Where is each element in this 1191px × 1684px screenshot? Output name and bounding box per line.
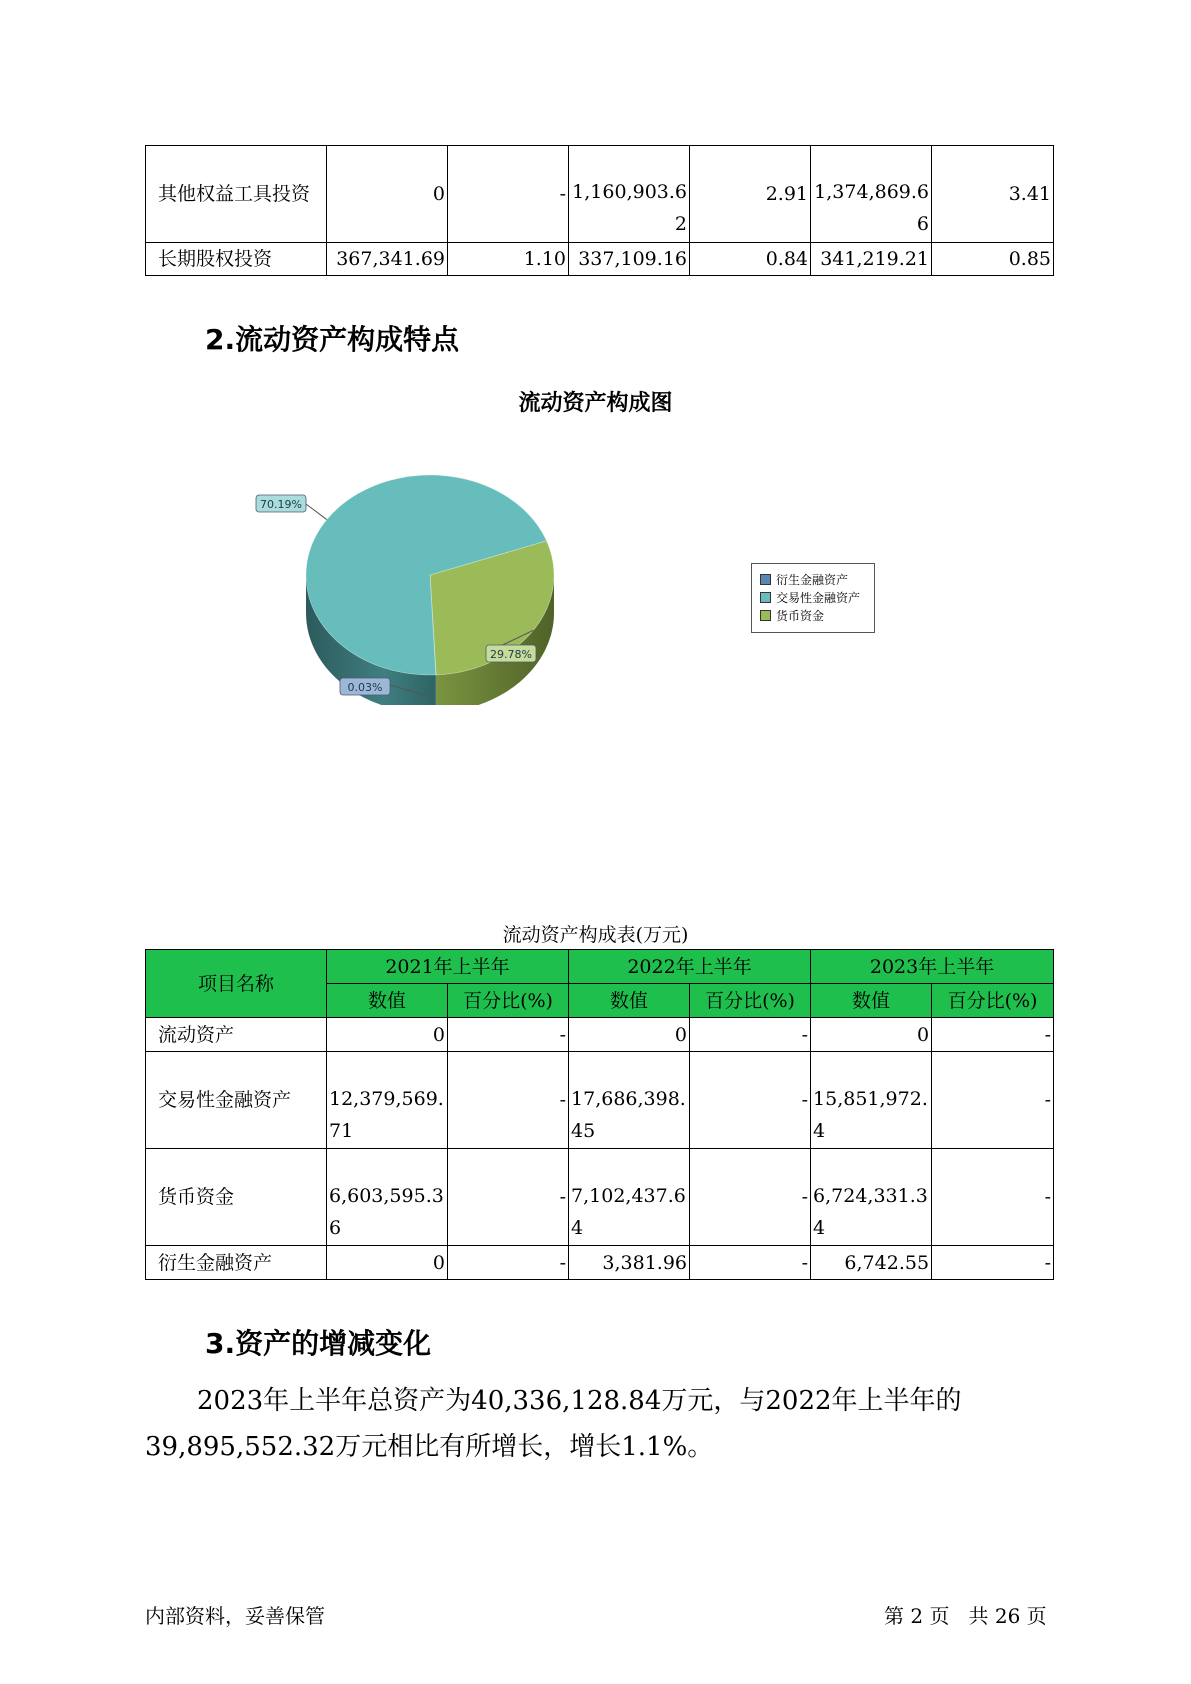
- header-item: 项目名称: [146, 950, 327, 1018]
- header-period: 2023年上半年: [811, 950, 1054, 984]
- table-cell: -: [690, 1246, 811, 1280]
- asset-table-continued: [145, 145, 1054, 276]
- header-pct: 百分比(%): [690, 984, 811, 1018]
- footer-note: 内部资料，妥善保管: [145, 1604, 325, 1628]
- table-cell: 1,160,903.62: [569, 146, 690, 243]
- table-cell: 337,109.16: [569, 243, 690, 276]
- current-asset-table: [145, 949, 1054, 1280]
- table-cell: 3,381.96: [569, 1246, 690, 1280]
- legend-item: [752, 588, 874, 606]
- table-cell: 0: [811, 1018, 932, 1052]
- row-name: 流动资产: [146, 1018, 327, 1052]
- pie-data-label: [486, 645, 536, 662]
- table-cell: 15,851,972.4: [811, 1052, 932, 1149]
- header-pct: 百分比(%): [448, 984, 569, 1018]
- table-cell: -: [932, 1018, 1054, 1052]
- pie-leader-line: [306, 504, 327, 520]
- row-name: 长期股权投资: [146, 243, 327, 276]
- table-cell: -: [448, 146, 569, 243]
- table-cell: -: [690, 1018, 811, 1052]
- table-cell: 0: [327, 1018, 448, 1052]
- table-cell: 0: [569, 1018, 690, 1052]
- legend-label: 货币资金: [776, 608, 825, 623]
- header-pct: 百分比(%): [932, 984, 1054, 1018]
- header-value: 数值: [327, 984, 448, 1018]
- table-cell: -: [448, 1246, 569, 1280]
- header-period: 2021年上半年: [327, 950, 569, 984]
- table-cell: -: [932, 1246, 1054, 1280]
- page-number: 第 2 页 共 26 页: [884, 1604, 1047, 1628]
- table-cell: 7,102,437.64: [569, 1149, 690, 1246]
- table-cell: 2.91: [690, 146, 811, 243]
- legend-label: 交易性金融资产: [776, 590, 861, 605]
- row-name: 货币资金: [146, 1149, 327, 1246]
- table-row: [146, 146, 1054, 243]
- table-row: [146, 1018, 1054, 1052]
- section-heading: 3.资产的增减变化: [205, 1327, 432, 1360]
- table-row: [146, 243, 1054, 276]
- header-value: 数值: [569, 984, 690, 1018]
- svg-text:29.78%: 29.78%: [490, 648, 532, 661]
- section-heading: 2.流动资产构成特点: [205, 323, 460, 356]
- legend-item: [752, 570, 874, 588]
- chart-legend: [751, 563, 875, 633]
- table-cell: -: [690, 1052, 811, 1149]
- chart-title: 流动资产构成图: [518, 391, 673, 416]
- legend-item: [752, 606, 874, 624]
- table-cell: 0: [327, 1246, 448, 1280]
- row-name: 交易性金融资产: [146, 1052, 327, 1149]
- header-value: 数值: [811, 984, 932, 1018]
- table-cell: 0.85: [932, 243, 1054, 276]
- legend-label: 衍生金融资产: [776, 572, 849, 587]
- pie-data-label: [256, 495, 306, 512]
- summary-paragraph: 2023年上半年总资产为40,336,128.84万元，与2022年上半年的39,895,552.32万元相比有所增长，增长1.1%。: [145, 1386, 962, 1462]
- table-row: [146, 1052, 1054, 1149]
- table-cell: 3.41: [932, 146, 1054, 243]
- svg-text:0.03%: 0.03%: [347, 681, 383, 694]
- pie-data-label: [340, 678, 390, 695]
- svg-text:70.19%: 70.19%: [260, 498, 302, 511]
- table-cell: 6,742.55: [811, 1246, 932, 1280]
- table-cell: -: [448, 1052, 569, 1149]
- table-cell: 1.10: [448, 243, 569, 276]
- table-cell: 12,379,569.71: [327, 1052, 448, 1149]
- table-cell: 6,724,331.34: [811, 1149, 932, 1246]
- table-cell: -: [448, 1018, 569, 1052]
- table-cell: 0.84: [690, 243, 811, 276]
- table-cell: 341,219.21: [811, 243, 932, 276]
- table-cell: -: [932, 1052, 1054, 1149]
- legend-swatch: [760, 610, 771, 621]
- table-cell: 367,341.69: [327, 243, 448, 276]
- legend-swatch: [760, 592, 771, 603]
- table-cell: 1,374,869.66: [811, 146, 932, 243]
- row-name: 衍生金融资产: [146, 1246, 327, 1280]
- pie-chart: [250, 465, 610, 705]
- header-row: [146, 950, 1054, 984]
- table-cell: -: [932, 1149, 1054, 1246]
- row-name: 其他权益工具投资: [146, 146, 327, 243]
- table-caption: 流动资产构成表(万元): [502, 924, 689, 946]
- table-cell: 0: [327, 146, 448, 243]
- legend-swatch: [760, 574, 771, 585]
- table-row: [146, 1149, 1054, 1246]
- table-row: [146, 1246, 1054, 1280]
- table-cell: -: [690, 1149, 811, 1246]
- header-period: 2022年上半年: [569, 950, 811, 984]
- table-cell: 17,686,398.45: [569, 1052, 690, 1149]
- table-cell: -: [448, 1149, 569, 1246]
- table-cell: 6,603,595.36: [327, 1149, 448, 1246]
